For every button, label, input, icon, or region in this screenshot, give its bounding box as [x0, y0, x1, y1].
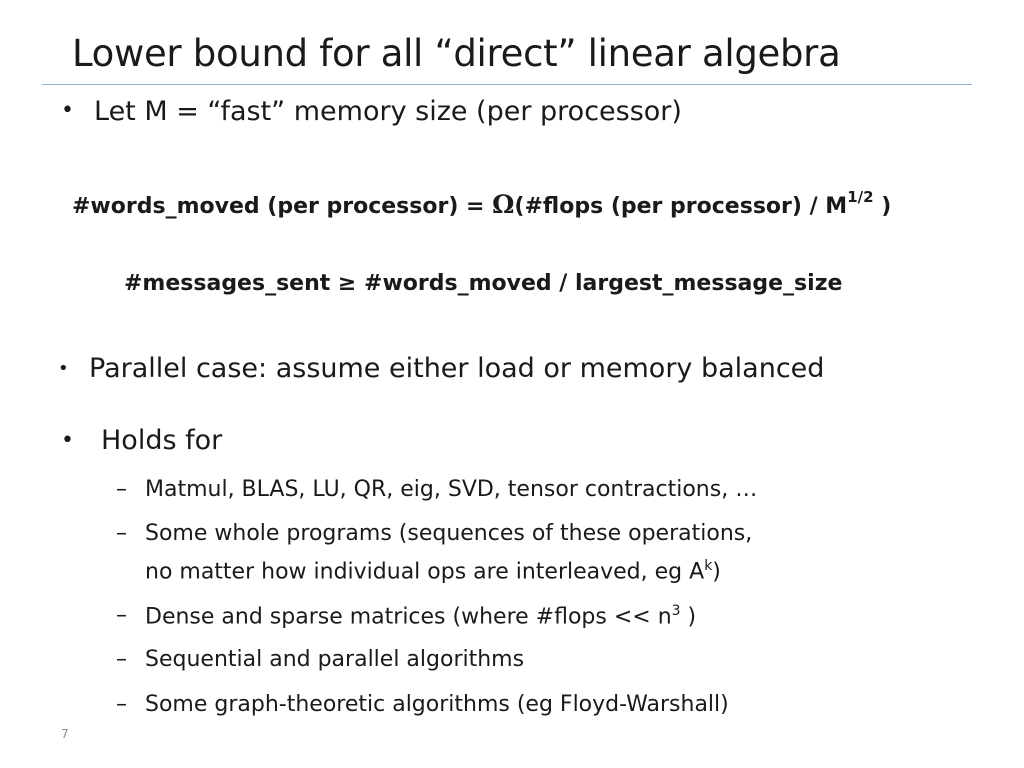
formula-words-moved-right: (#flops (per processor) / M: [514, 194, 848, 219]
bullet-parallel-case: Parallel case: assume either load or memory balanced: [89, 353, 825, 384]
list-item-text-part: ): [680, 604, 697, 630]
dash-icon: –: [116, 477, 127, 502]
bullet-icon: •: [61, 98, 74, 123]
dash-icon: –: [116, 692, 127, 717]
list-item-text: Some whole programs (sequences of these operations,: [145, 521, 753, 546]
dash-icon: –: [116, 647, 127, 672]
bullet-holds-for: Holds for: [101, 425, 223, 456]
list-item-text-part: Dense and sparse matrices (where #flops << n: [145, 604, 672, 630]
title-underline: [42, 84, 972, 85]
list-item-text: Sequential and parallel algorithms: [145, 647, 525, 672]
list-item-text: [145, 603, 696, 629]
list-item-text: Matmul, BLAS, LU, QR, eig, SVD, tensor contractions, …: [145, 477, 758, 502]
bullet-icon: •: [58, 358, 69, 379]
superscript: 3: [671, 603, 681, 619]
omega-symbol: Ω: [492, 190, 515, 219]
bullet-icon: •: [61, 428, 74, 453]
list-item-text-part: no matter how individual ops are interleaved, eg A: [145, 559, 705, 585]
formula-words-moved-left: #words_moved (per processor) =: [72, 194, 493, 219]
formula-exponent: 1/2: [847, 188, 874, 206]
list-item-text-part: ): [712, 559, 721, 585]
formula-words-moved: [72, 188, 891, 219]
dash-icon: –: [116, 603, 127, 628]
list-item-text: Some graph-theoretic algorithms (eg Floyd-Warshall): [145, 692, 729, 717]
formula-close-paren: ): [873, 194, 892, 219]
slide-title: Lower bound for all “direct” linear algebra: [72, 32, 841, 75]
formula-messages-sent: #messages_sent ≥ #words_moved / largest_message_size: [124, 271, 843, 296]
bullet-memory-size: Let M = “fast” memory size (per processor): [94, 96, 682, 127]
dash-icon: –: [116, 521, 127, 546]
superscript: k: [704, 558, 713, 574]
list-item-text-continued: [145, 558, 721, 584]
page-number: 7: [61, 727, 69, 741]
